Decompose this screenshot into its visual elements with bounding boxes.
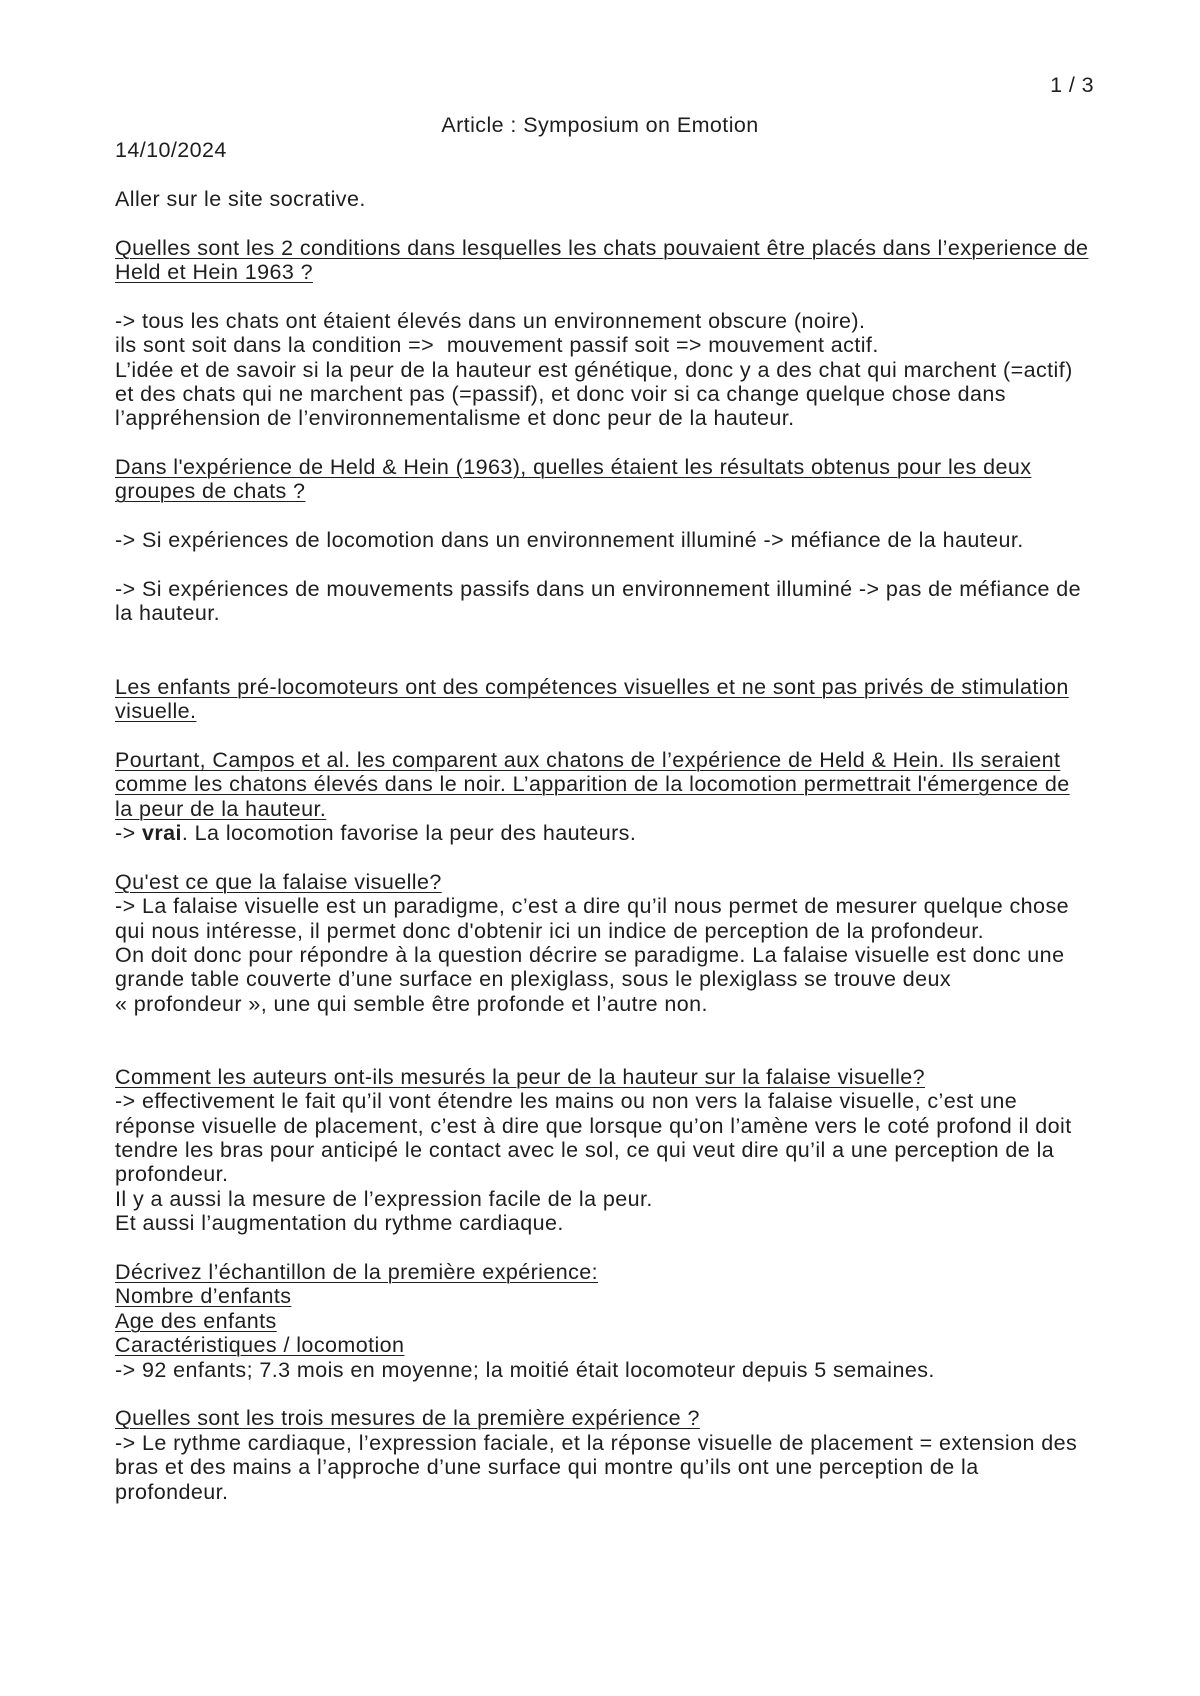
answer-line: On doit donc pour répondre à la question décrire se paradigme. La falaise visuelle est donc une — [115, 942, 1065, 967]
answer-line: grande table couverte d’une surface en plexiglass, sous le plexiglass se trouve deux — [115, 967, 952, 992]
answer-line: ils sont soit dans la condition => mouvement passif soit => mouvement actif. — [115, 333, 879, 358]
page-number: 1 / 3 — [1050, 73, 1094, 97]
answer-line: Il y a aussi la mesure de l’expression facile de la peur. — [115, 1186, 653, 1211]
document-date: 14/10/2024 — [115, 138, 227, 162]
question-line: Caractéristiques / locomotion — [115, 1333, 405, 1358]
question-line: Dans l'expérience de Held & Hein (1963), quelles étaient les résultats obtenus pour les deux — [115, 455, 1032, 480]
question-line: Qu'est ce que la falaise visuelle? — [115, 869, 442, 894]
answer-line: -> tous les chats ont étaient élevés dans un environnement obscure (noire). — [115, 308, 866, 333]
answer-line: bras et des mains a l’approche d’une surface qui montre qu’ils ont une perception de la — [115, 1455, 979, 1480]
answer-line: Et aussi l’augmentation du rythme cardiaque. — [115, 1211, 564, 1236]
question-line: Pourtant, Campos et al. les comparent aux chatons de l’expérience de Held & Hein. Ils seraient — [115, 747, 1061, 772]
document-body — [115, 138, 1155, 1504]
question-line: Held et Hein 1963 ? — [115, 259, 314, 284]
qa-section-6 — [115, 1260, 1155, 1382]
answer-line: réponse visuelle de placement, c’est à dire que lorsque qu’on l’amène vers le coté profond il doit — [115, 1113, 1072, 1138]
question-line: Décrivez l’échantillon de la première expérience: — [115, 1260, 599, 1284]
qa-section-3 — [115, 675, 1155, 846]
statement-line: visuelle. — [115, 699, 197, 723]
qa-section-2 — [115, 455, 1155, 626]
qa-section-4 — [115, 870, 1155, 1016]
question-line: groupes de chats ? — [115, 479, 306, 504]
question-line: comme les chatons élevés dans le noir. L’apparition de la locomotion permettrait l'émergence de — [115, 772, 1070, 797]
statement-line: Les enfants pré-locomoteurs ont des compétences visuelles et ne sont pas privés de stimulation — [115, 674, 1069, 699]
answer-line: L’idée et de savoir si la peur de la hauteur est génétique, donc y a des chat qui marchent (=actif) — [115, 357, 1073, 382]
answer-line: -> effectivement le fait qu’il vont étendre les mains ou non vers la falaise visuelle, c’est une — [115, 1089, 1018, 1114]
answer-line: qui nous intéresse, il permet donc d'obtenir ici un indice de perception de la profondeur. — [115, 918, 984, 943]
question-line: Nombre d’enfants — [115, 1284, 292, 1309]
answer-line: profondeur. — [115, 1479, 229, 1504]
answer-line — [115, 821, 1155, 845]
answer-line: l’appréhension de l’environnementalisme et donc peur de la hauteur. — [115, 406, 795, 431]
question-line: Quelles sont les trois mesures de la première expérience ? — [115, 1406, 700, 1431]
answer-rest: . La locomotion favorise la peur des hauteurs. — [181, 820, 637, 845]
answer-prefix: -> — [115, 820, 142, 845]
answer-line: -> Si expériences de mouvements passifs dans un environnement illuminé -> pas de méfiance de — [115, 577, 1082, 602]
question-line: Comment les auteurs ont-ils mesurés la peur de la hauteur sur la falaise visuelle? — [115, 1064, 926, 1089]
answer-line: -> 92 enfants; 7.3 mois en moyenne; la moitié était locomoteur depuis 5 semaines. — [115, 1357, 935, 1382]
qa-section-1 — [115, 236, 1155, 431]
answer-line: la hauteur. — [115, 601, 221, 626]
question-line: Quelles sont les 2 conditions dans lesquelles les chats pouvaient être placés dans l’experience de — [115, 235, 1089, 260]
qa-section-5 — [115, 1065, 1155, 1236]
answer-line: -> Le rythme cardiaque, l’expression faciale, et la réponse visuelle de placement = extension des — [115, 1430, 1078, 1455]
answer-line: tendre les bras pour anticipé le contact avec le sol, ce qui veut dire qu’il a une perception de la — [115, 1138, 1055, 1163]
answer-line: et des chats qui ne marchent pas (=passif), et donc voir si ca change quelque chose dans — [115, 381, 1006, 406]
answer-line: -> Si expériences de locomotion dans un environnement illuminé -> méfiance de la hauteur. — [115, 528, 1024, 553]
answer-line: « profondeur », une qui semble être profonde et l’autre non. — [115, 991, 708, 1016]
answer-line: profondeur. — [115, 1162, 229, 1187]
answer-bold-verdict: vrai — [141, 820, 182, 845]
answer-line: -> La falaise visuelle est un paradigme, c’est a dire qu’il nous permet de mesurer quelque chose — [115, 894, 1069, 919]
question-line: Age des enfants — [115, 1308, 277, 1333]
qa-section-7 — [115, 1406, 1155, 1504]
document-title: Article : Symposium on Emotion — [441, 113, 759, 137]
instruction-text: Aller sur le site socrative. — [115, 186, 366, 211]
question-line: la peur de la hauteur. — [115, 796, 327, 821]
